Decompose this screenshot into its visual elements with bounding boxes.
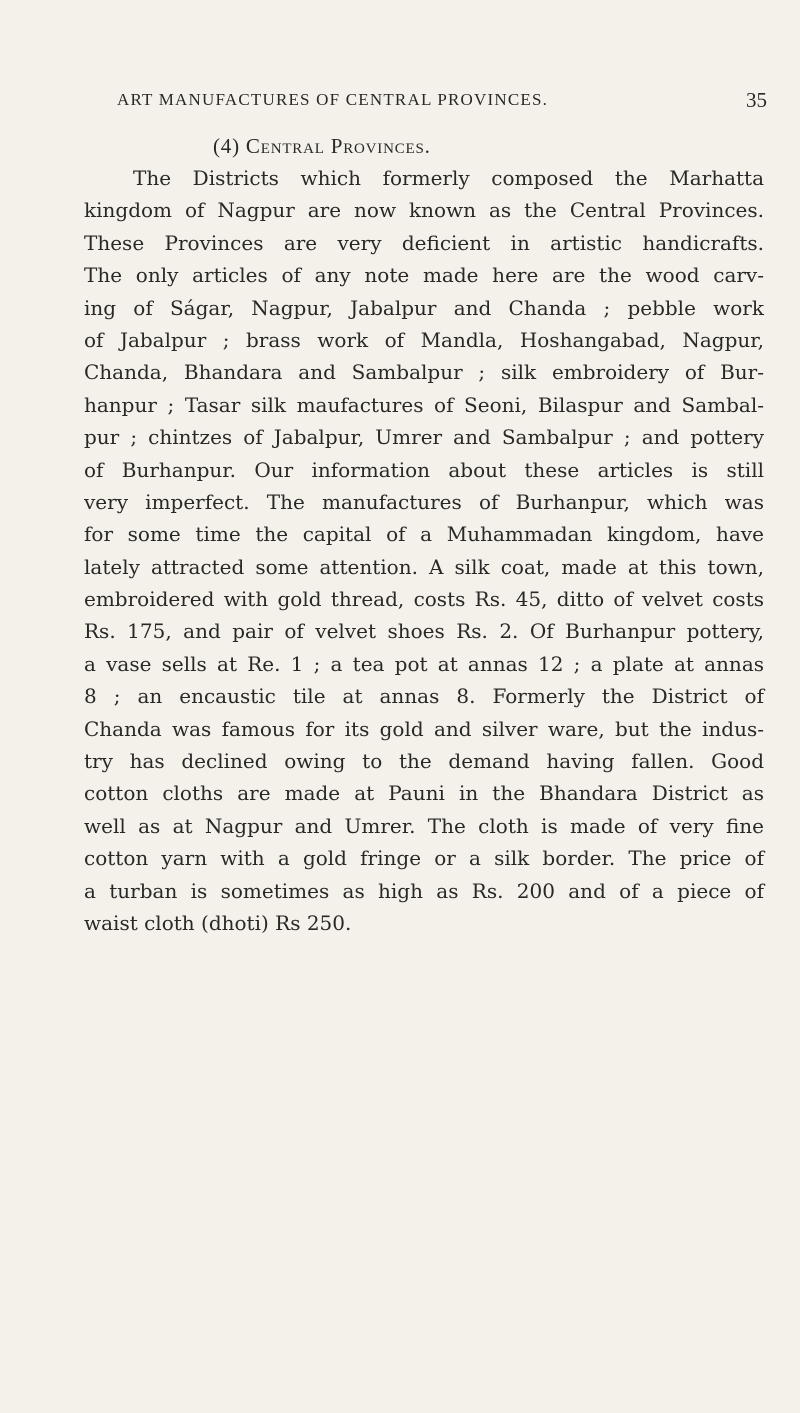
text-line: a vase sells at Re. 1 ; a tea pot at annas 12 ; a plate at annas xyxy=(84,651,764,676)
text-line: embroidered with gold thread, costs Rs. 45, ditto of velvet costs xyxy=(84,587,764,612)
running-head xyxy=(117,90,767,118)
page-number: 35 xyxy=(746,88,767,112)
text-line: pur ; chintzes of Jabalpur, Umrer and Sambalpur ; and pottery xyxy=(84,425,764,450)
running-title: ART MANUFACTURES OF CENTRAL PROVINCES. xyxy=(117,90,549,109)
text-line: lately attracted some attention. A silk coat, made at this town, xyxy=(84,554,764,579)
text-line: try has declined owing to the demand having fallen. Good xyxy=(84,749,764,774)
text-line: of Burhanpur. Our information about these articles is still xyxy=(84,457,764,482)
section-heading: (4) Central Provinces. xyxy=(213,134,431,158)
body-paragraph xyxy=(84,162,764,939)
text-line: kingdom of Nagpur are now known as the Central Provinces. xyxy=(84,198,764,223)
text-line: cotton cloths are made at Pauni in the Bhandara District as xyxy=(84,781,764,806)
text-line: hanpur ; Tasar silk maufactures of Seoni, Bilaspur and Sambal- xyxy=(84,392,764,417)
text-line: Chanda was famous for its gold and silver ware, but the indus- xyxy=(84,716,764,741)
text-line: ing of Ságar, Nagpur, Jabalpur and Chanda ; pebble work xyxy=(84,295,764,320)
text-line: These Provinces are very deficient in artistic handicrafts. xyxy=(84,230,764,255)
text-line: The Districts which formerly composed the Marhatta xyxy=(133,166,764,190)
text-line: Chanda, Bhandara and Sambalpur ; silk embroidery of Bur- xyxy=(84,360,764,385)
text-line: of Jabalpur ; brass work of Mandla, Hoshangabad, Nagpur, xyxy=(84,327,764,352)
text-line: Rs. 175, and pair of velvet shoes Rs. 2. Of Burhanpur pottery, xyxy=(84,619,764,644)
text-line: for some time the capital of a Muhammadan kingdom, have xyxy=(84,522,764,547)
text-line: very imperfect. The manufactures of Burhanpur, which was xyxy=(84,489,764,514)
text-line: cotton yarn with a gold fringe or a silk border. The price of xyxy=(84,846,764,871)
text-line: waist cloth (dhoti) Rs 250. xyxy=(84,910,352,935)
text-line: well as at Nagpur and Umrer. The cloth is made of very fine xyxy=(84,813,764,838)
text-line: The only articles of any note made here are the wood carv- xyxy=(84,263,764,288)
text-line: a turban is sometimes as high as Rs. 200 and of a piece of xyxy=(84,878,764,903)
text-line: 8 ; an encaustic tile at annas 8. Formerly the District of xyxy=(84,684,764,709)
